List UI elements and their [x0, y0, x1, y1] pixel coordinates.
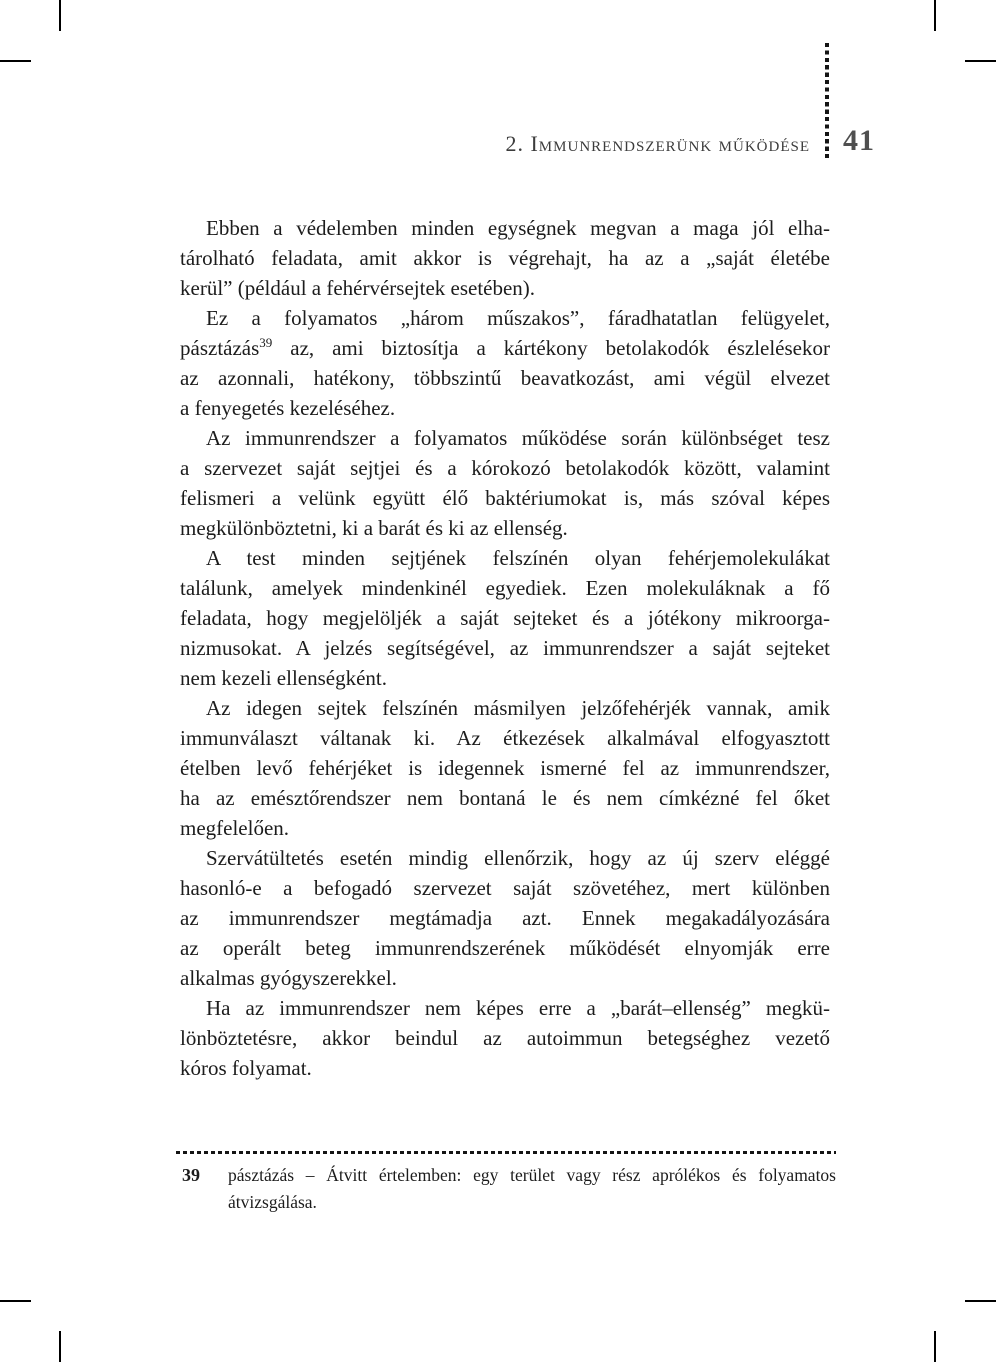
footnote: [176, 1151, 836, 1216]
text-line: tárolható feladata, amit akkor is végrehajt, ha az a „saját életébe: [180, 246, 830, 270]
crop-mark-top-left-horizontal: [0, 60, 31, 62]
text-line: alkalmas gyógyszerekkel.: [180, 966, 397, 990]
crop-mark-top-right-horizontal: [965, 60, 996, 62]
text-line: Az idegen sejtek felszínén másmilyen jelzőfehérjék vannak, amik: [206, 696, 830, 720]
text-line: találunk, amelyek mindenkinél egyediek. Ezen molekuláknak a fő: [180, 576, 830, 600]
footnote-number: 39: [182, 1165, 200, 1185]
page-number: 41: [843, 124, 875, 157]
text-line: pásztázás$^{39}$ az, ami biztosítja a kártékony betolakodók észlelésekor: [180, 335, 830, 360]
paragraph: [180, 843, 830, 993]
crop-mark-bottom-right-horizontal: [965, 1300, 996, 1302]
text-line: Szervátültetés esetén mindig ellenőrzik, hogy az új szerv eléggé: [206, 846, 830, 870]
running-header-chapter-title: 2. Immunrendszerünk működése: [505, 131, 810, 156]
text-line: az immunrendszer megtámadja azt. Ennek megakadályozására: [180, 906, 830, 930]
text-line: kóros folyamat.: [180, 1056, 312, 1080]
crop-mark-bottom-left-vertical: [59, 1331, 61, 1362]
text-line: A test minden sejtjének felszínén olyan fehérjemolekulákat: [206, 546, 830, 570]
text-line: pásztázás – Átvitt értelemben: egy terület vagy rész aprólékos és folyamatos: [228, 1165, 836, 1185]
paragraph: [180, 213, 830, 303]
paragraph: [180, 993, 830, 1083]
crop-mark-bottom-right-vertical: [934, 1331, 936, 1362]
text-line: nem kezeli ellenségként.: [180, 666, 387, 690]
text-line: Ha az immunrendszer nem képes erre a „barát–ellenség” megkü-: [206, 996, 830, 1020]
footnote-text: [228, 1162, 836, 1216]
footnote-dotted-rule: [176, 1151, 836, 1154]
text-line: megkülönböztetni, ki a barát és ki az ellenség.: [180, 516, 568, 540]
paragraph: [180, 543, 830, 693]
paragraph: [180, 693, 830, 843]
text-line: nizmusokat. A jelzés segítségével, az immunrendszer a saját sejteket: [180, 636, 830, 660]
text-line: az operált beteg immunrendszerének működését elnyomják erre: [180, 936, 830, 960]
text-line: Ebben a védelemben minden egységnek megvan a maga jól elha-: [206, 216, 830, 240]
text-line: feladata, hogy megjelöljék a saját sejteket és a jótékony mikroorga-: [180, 606, 830, 630]
text-line: átvizsgálása.: [228, 1192, 317, 1212]
text-line: a szervezet saját sejtjei és a kórokozó betolakodók között, valamint: [180, 456, 830, 480]
text-line: Ez a folyamatos „három műszakos”, fáradhatatlan felügyelet,: [206, 306, 830, 330]
text-line: immunválaszt váltanak ki. Az étkezések alkalmával elfogyasztott: [180, 726, 830, 750]
body-text: [180, 213, 830, 1083]
crop-mark-bottom-left-horizontal: [0, 1300, 31, 1302]
crop-mark-top-right-vertical: [934, 0, 936, 31]
paragraph: [180, 423, 830, 543]
text-line: felismeri a velünk együtt élő baktériumokat is, más szóval képes: [180, 486, 830, 510]
crop-mark-top-left-vertical: [59, 0, 61, 31]
text-line: ételben levő fehérjéket is idegennek ismerné fel az immunrendszer,: [180, 756, 830, 780]
footnote-row: [176, 1162, 836, 1216]
text-line: hasonló-e a befogadó szervezet saját szövetéhez, mert különben: [180, 876, 830, 900]
text-line: a fenyegetés kezeléséhez.: [180, 396, 396, 420]
text-line: Az immunrendszer a folyamatos működése során különbséget tesz: [206, 426, 830, 450]
text-line: ha az emésztőrendszer nem bontaná le és nem címkézné fel őket: [180, 786, 830, 810]
text-line: az azonnali, hatékony, többszintű beavatkozást, ami végül elvezet: [180, 366, 830, 390]
text-line: megfelelően.: [180, 816, 290, 840]
footnote-reference: 39: [259, 335, 273, 350]
text-line: kerül” (például a fehérvérsejtek esetében).: [180, 276, 536, 300]
text-line: lönböztetésre, akkor beindul az autoimmun betegséghez vezető: [180, 1026, 830, 1050]
header-dashed-divider: [825, 43, 829, 161]
paragraph: [180, 303, 830, 423]
